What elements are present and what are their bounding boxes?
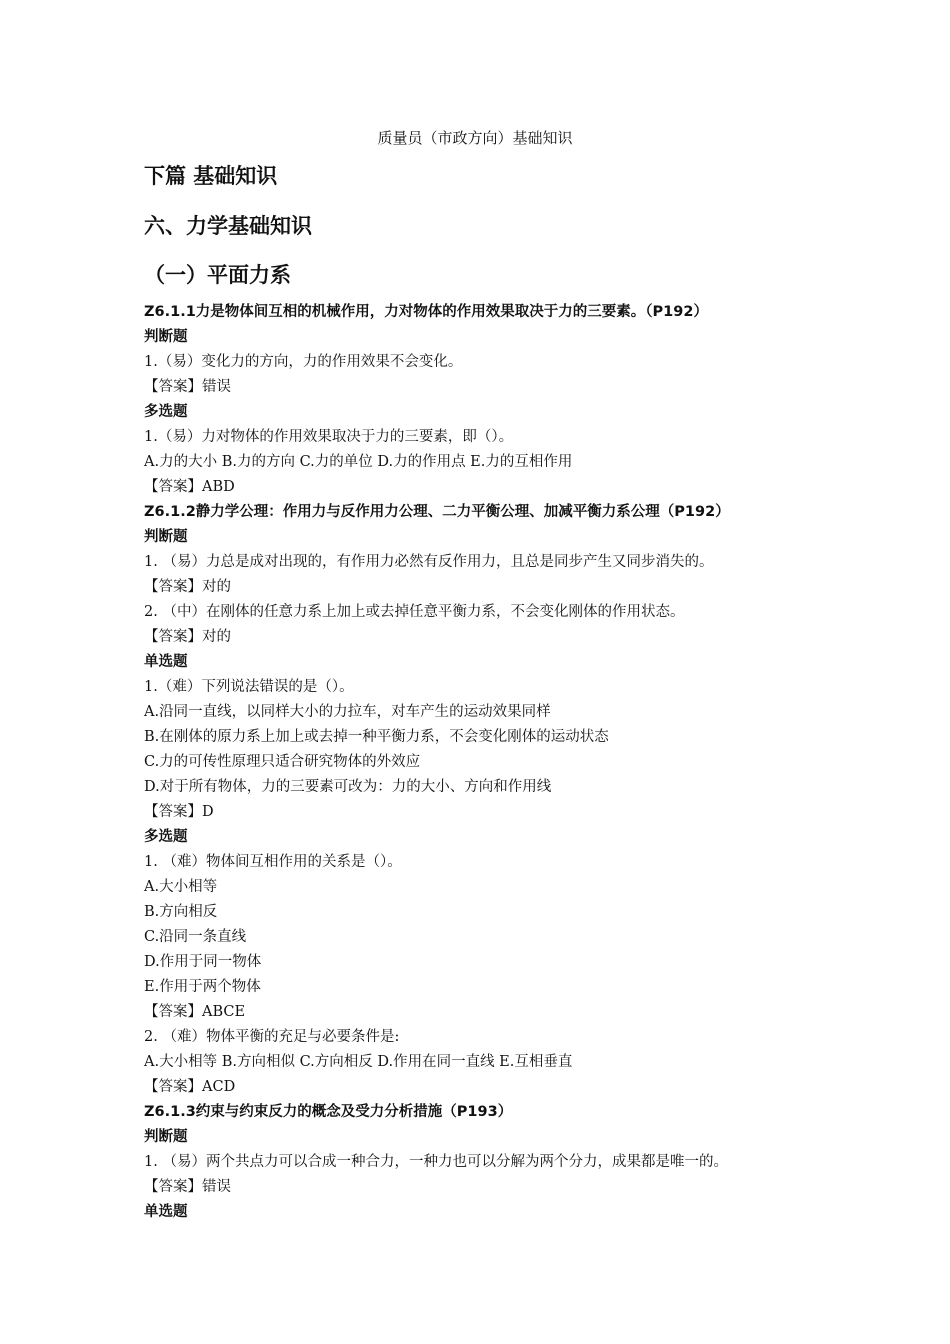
option-line: A.力的大小 B.力的方向 C.力的单位 D.力的作用点 E.力的互相作用 [144,454,573,470]
option-line: A.沿同一直线，以同样大小的力拉车，对车产生的运动效果同样 [144,704,551,720]
option-line: B.在刚体的原力系上加上或去掉一种平衡力系，不会变化刚体的运动状态 [144,729,609,745]
answer-line: 【答案】ABD [144,479,235,495]
answer-line: 【答案】对的 [144,629,231,645]
question-text: 1. （易）两个共点力可以合成一种合力，一种力也可以分解为两个分力，成果都是唯一的。 [144,1154,728,1170]
question-text: 1. （难）物体间互相作用的关系是（）。 [144,854,402,870]
question-text: 1.（难）下列说法错误的是（）。 [144,679,354,695]
answer-line: 【答案】D [144,804,214,820]
question-text: 2. （难）物体平衡的充足与必要条件是: [144,1029,400,1045]
option-line: C.力的可传性原理只适合研究物体的外效应 [144,754,421,770]
option-line: B.方向相反 [144,904,218,920]
answer-line: 【答案】错误 [144,1179,231,1195]
answer-line: 【答案】ACD [144,1079,236,1095]
part-heading: 下篇 基础知识 [144,164,278,188]
option-line: E.作用于两个物体 [144,979,261,995]
question-type-label: 多选题 [144,404,188,420]
question-type-label: 多选题 [144,829,188,845]
question-text: 1. （易）力总是成对出现的，有作用力必然有反作用力，且总是同步产生又同步消失的。 [144,554,714,570]
question-text: 1.（易）力对物体的作用效果取决于力的三要素，即（）。 [144,429,514,445]
option-line: C.沿同一条直线 [144,929,247,945]
answer-line: 【答案】ABCE [144,1004,246,1020]
question-text: 1.（易）变化力的方向，力的作用效果不会变化。 [144,354,463,370]
knowledge-point-heading: Z6.1.1力是物体间互相的机械作用，力对物体的作用效果取决于力的三要素。（P192） [144,304,708,320]
section-heading: （一）平面力系 [144,263,291,287]
knowledge-point-heading: Z6.1.3约束与约束反力的概念及受力分析措施（P193） [144,1104,513,1120]
option-line: A.大小相等 B.方向相似 C.方向相反 D.作用在同一直线 E.互相垂直 [144,1054,573,1070]
chapter-heading: 六、力学基础知识 [144,214,312,238]
document-title: 质量员（市政方向）基础知识 [377,129,573,147]
question-type-label: 判断题 [144,529,188,545]
question-type-label: 单选题 [144,1204,188,1220]
option-line: D.作用于同一物体 [144,954,262,970]
question-text: 2. （中）在刚体的任意力系上加上或去掉任意平衡力系，不会变化刚体的作用状态。 [144,604,685,620]
question-type-label: 判断题 [144,329,188,345]
knowledge-point-heading: Z6.1.2静力学公理：作用力与反作用力公理、二力平衡公理、加减平衡力系公理（P192） [144,504,730,520]
option-line: A.大小相等 [144,879,218,895]
answer-line: 【答案】对的 [144,579,231,595]
option-line: D.对于所有物体，力的三要素可改为：力的大小、方向和作用线 [144,779,552,795]
answer-line: 【答案】错误 [144,379,231,395]
question-type-label: 判断题 [144,1129,188,1145]
question-type-label: 单选题 [144,654,188,670]
